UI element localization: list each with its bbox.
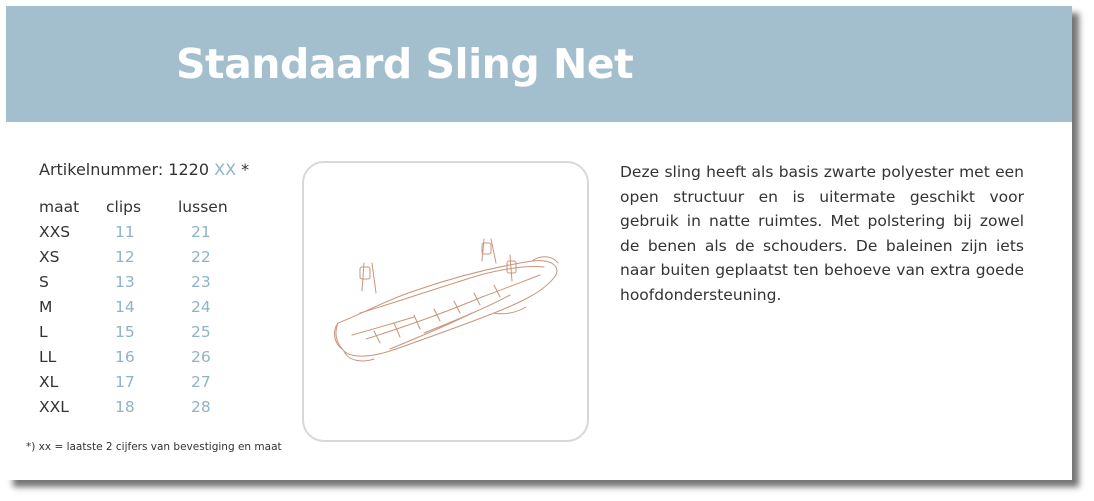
table-row (39, 369, 248, 394)
clips-cell: 12 (115, 247, 135, 266)
table-row (39, 344, 248, 369)
lussen-cell: 21 (191, 222, 211, 241)
sling-illustration-icon (304, 163, 587, 440)
lussen-cell: 28 (191, 397, 211, 416)
article-number (39, 160, 249, 179)
product-image-frame (302, 161, 589, 442)
clips-cell: 16 (115, 347, 135, 366)
size-cell: M (39, 297, 53, 316)
clips-cell: 18 (115, 397, 135, 416)
clips-cell: 13 (115, 272, 135, 291)
table-row (39, 294, 248, 319)
lussen-cell: 26 (191, 347, 211, 366)
size-cell: S (39, 272, 49, 291)
size-cell: XS (39, 247, 60, 266)
product-description: Deze sling heeft als basis zwarte polyester met een open structuur en is uitermate geschikt voor gebruik in natte ruimtes. Met polstering bij zowel de benen als de schouders. De baleinen zijn iets naar buiten geplaatst ten behoeve van extra goede hoofdondersteuning. (620, 163, 1024, 304)
column-header-maat: maat (39, 197, 80, 216)
table-row (39, 244, 248, 269)
lussen-cell: 22 (191, 247, 211, 266)
table-row (39, 394, 248, 419)
size-cell: LL (39, 347, 57, 366)
clips-cell: 14 (115, 297, 135, 316)
article-number-star: * (236, 160, 250, 179)
clips-cell: 15 (115, 322, 135, 341)
lussen-cell: 27 (191, 372, 211, 391)
size-cell: L (39, 322, 48, 341)
size-cell: XL (39, 372, 59, 391)
header-banner (6, 6, 1072, 122)
product-card (6, 6, 1072, 480)
table-row (39, 319, 248, 344)
column-header-lussen: lussen (178, 197, 228, 216)
size-table (39, 194, 248, 419)
column-header-clips: clips (106, 197, 142, 216)
lussen-cell: 23 (191, 272, 211, 291)
table-row (39, 269, 248, 294)
size-cell: XXS (39, 222, 71, 241)
footnote: *) xx = laatste 2 cijfers van bevestiging en maat (26, 441, 282, 453)
clips-cell: 11 (115, 222, 135, 241)
page-title: Standaard Sling Net (176, 40, 634, 88)
lussen-cell: 25 (191, 322, 211, 341)
article-number-suffix: XX (214, 160, 237, 179)
article-number-label: Artikelnummer: 1220 (39, 160, 215, 179)
lussen-cell: 24 (191, 297, 211, 316)
size-table-header (39, 194, 248, 219)
size-cell: XXL (39, 397, 69, 416)
table-row (39, 219, 248, 244)
clips-cell: 17 (115, 372, 135, 391)
